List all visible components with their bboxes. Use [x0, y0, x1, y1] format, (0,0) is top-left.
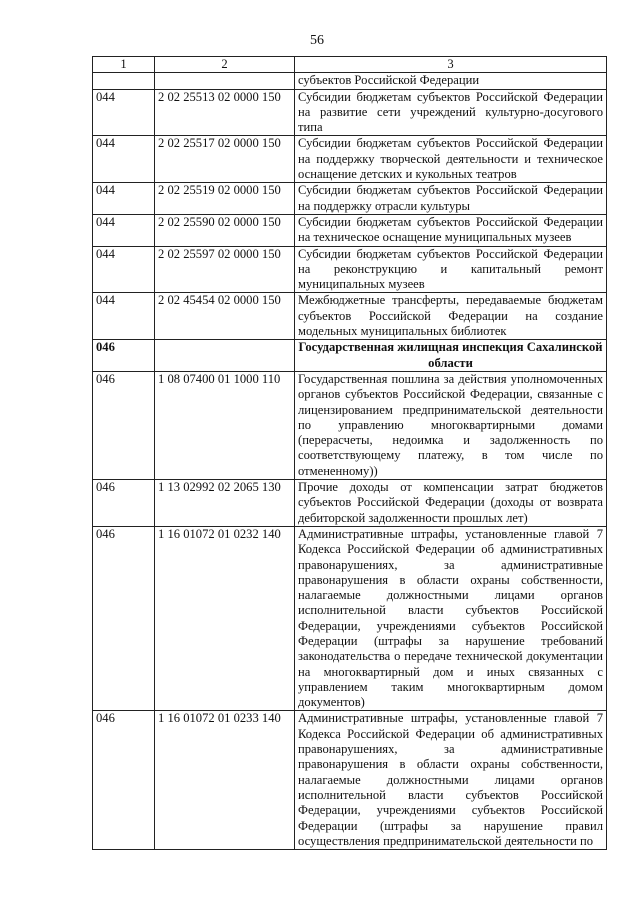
section-row	[93, 340, 607, 372]
admin-code: 044	[93, 293, 155, 340]
header-col-1: 1	[93, 57, 155, 73]
table-row	[93, 526, 607, 711]
revenue-table	[92, 56, 607, 850]
section-title: Государственная жилищная инспекция Сахалинской области	[295, 340, 607, 372]
revenue-description: Субсидии бюджетам субъектов Российской Федерации на поддержку творческой деятельности и техническое оснащение детских и кукольных театров	[295, 136, 607, 183]
revenue-code: 1 16 01072 01 0232 140	[155, 526, 295, 711]
revenue-code: 2 02 45454 02 0000 150	[155, 293, 295, 340]
revenue-description: Субсидии бюджетам субъектов Российской Федерации на реконструкцию и капитальный ремонт муниципальных музеев	[295, 246, 607, 293]
admin-code: 044	[93, 183, 155, 215]
revenue-code: 2 02 25590 02 0000 150	[155, 214, 295, 246]
revenue-description: Административные штрафы, установленные главой 7 Кодекса Российской Федерации об административных правонарушениях, за административные правонарушения в области охраны собственности, налагаемые должностными лицами органов исполнительной власти субъектов Российской Федерации, учреждениями субъектов Российской Федерации (штрафы за нарушение требований законодательства о передаче технической документации на многоквартирный дом и иных связанных с управлением таким многоквартирным домом документов)	[295, 526, 607, 711]
table-row	[93, 183, 607, 215]
header-col-3: 3	[295, 57, 607, 73]
header-row	[93, 57, 607, 73]
table-row	[93, 711, 607, 850]
admin-code: 044	[93, 246, 155, 293]
revenue-code: 1 08 07400 01 1000 110	[155, 371, 295, 479]
revenue-description: Субсидии бюджетам субъектов Российской Федерации на развитие сети учреждений культурно-досугового типа	[295, 89, 607, 136]
revenue-description: Субсидии бюджетам субъектов Российской Федерации на техническое оснащение муниципальных музеев	[295, 214, 607, 246]
header-col-2: 2	[155, 57, 295, 73]
admin-code: 044	[93, 214, 155, 246]
revenue-description: Административные штрафы, установленные главой 7 Кодекса Российской Федерации об административных правонарушениях, за административные правонарушения в области охраны собственности, налагаемые должностными лицами органов исполнительной власти субъектов Российской Федерации, учреждениями субъектов Российской Федерации (штрафы за нарушение правил осуществления предпринимательской деятельности по	[295, 711, 607, 850]
table-row	[93, 246, 607, 293]
revenue-description: Межбюджетные трансферты, передаваемые бюджетам субъектов Российской Федерации на создание модельных муниципальных библиотек	[295, 293, 607, 340]
revenue-code: 2 02 25513 02 0000 150	[155, 89, 295, 136]
table-row	[93, 214, 607, 246]
continuation-text: субъектов Российской Федерации	[295, 73, 607, 89]
continuation-row	[93, 73, 607, 89]
table-row	[93, 293, 607, 340]
table-row	[93, 480, 607, 527]
revenue-code: 2 02 25519 02 0000 150	[155, 183, 295, 215]
revenue-code: 1 13 02992 02 2065 130	[155, 480, 295, 527]
admin-code: 046	[93, 480, 155, 527]
admin-code: 046	[93, 711, 155, 850]
revenue-code: 1 16 01072 01 0233 140	[155, 711, 295, 850]
admin-code: 046	[93, 371, 155, 479]
revenue-description: Государственная пошлина за действия уполномоченных органов субъектов Российской Федерации, связанные с лицензированием предпринимательской деятельности по управлению многоквартирными домами (перерасчеты, недоимка и задолженность по соответствующему платежу, в том числе по отмененному))	[295, 371, 607, 479]
revenue-description: Субсидии бюджетам субъектов Российской Федерации на поддержку отрасли культуры	[295, 183, 607, 215]
revenue-code: 2 02 25597 02 0000 150	[155, 246, 295, 293]
page-number: 56	[310, 33, 324, 48]
section-admin-code: 046	[93, 340, 155, 372]
revenue-description: Прочие доходы от компенсации затрат бюджетов субъектов Российской Федерации (доходы от возврата дебиторской задолженности прошлых лет)	[295, 480, 607, 527]
revenue-code: 2 02 25517 02 0000 150	[155, 136, 295, 183]
admin-code: 046	[93, 526, 155, 711]
table-row	[93, 89, 607, 136]
table-row	[93, 136, 607, 183]
admin-code: 044	[93, 89, 155, 136]
table-row	[93, 371, 607, 479]
admin-code: 044	[93, 136, 155, 183]
